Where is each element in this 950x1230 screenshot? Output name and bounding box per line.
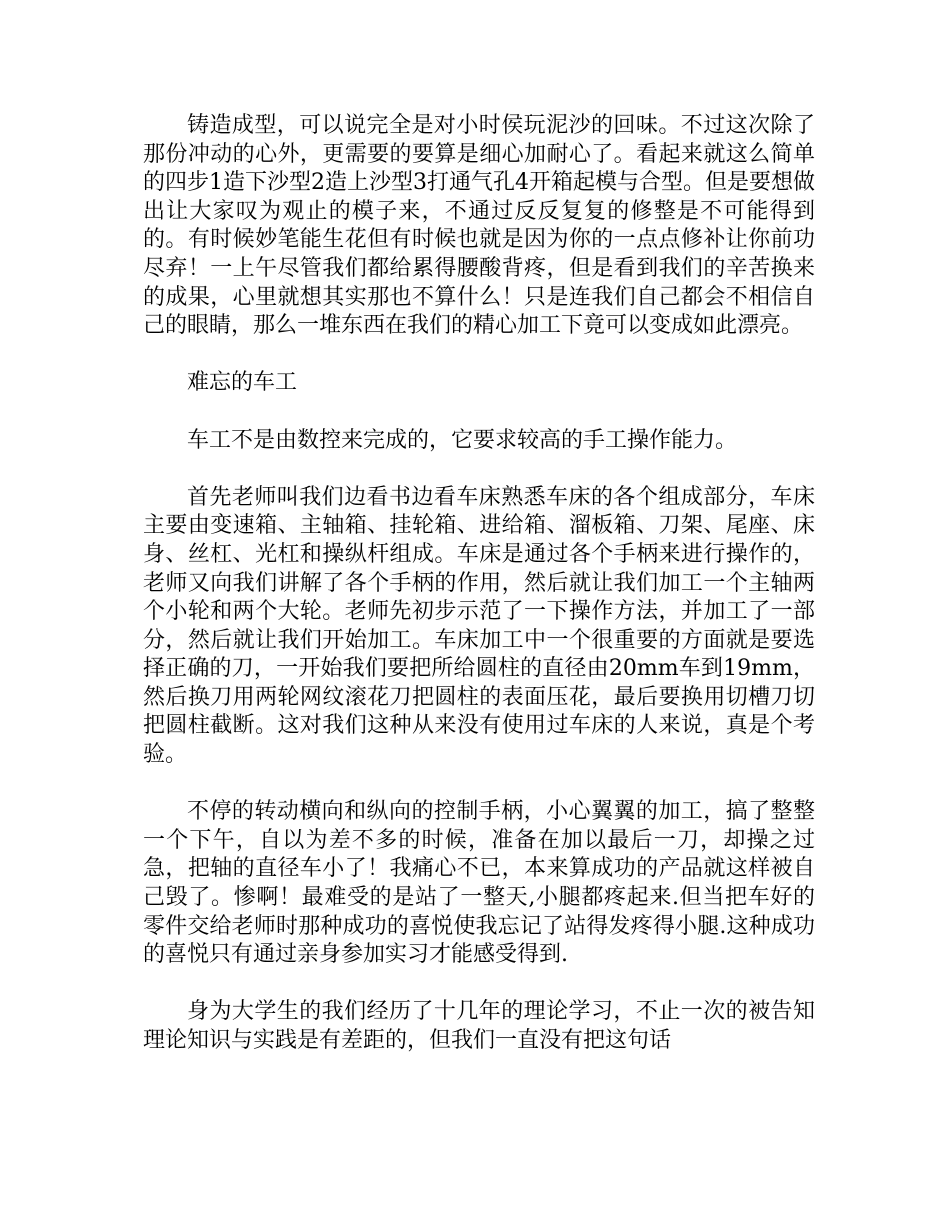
paragraph-lathe-process: 首先老师叫我们边看书边看车床熟悉车床的各个组成部分，车床主要由变速箱、主轴箱、挂轮箱、进给箱、溜板箱、刀架、尾座、床身、丝杠、光杠和操纵杆组成。车床是通过各个手柄来进行操作的，老师又向我们讲解了各个手柄的作用，然后就让我们加工一个主轴两个小轮和两个大轮。老师先初步示范了一下操作方法，并加工了一部分，然后就让我们开始加工。车床加工中一个很重要的方面就是要选择正确的刀，一开始我们要把所给圆柱的直径由20mm车到19mm，然后换刀用两轮网纹滚花刀把圆柱的表面压花，最后要换用切槽刀切把圆柱截断。这对我们这种从来没有使用过车床的人来说，真是个考验。 (143, 484, 815, 768)
paragraph-casting: 铸造成型，可以说完全是对小时侯玩泥沙的回味。不过这次除了那份冲动的心外，更需要的要算是细心加耐心了。看起来就这么简单的四步1造下沙型2造上沙型3打通气孔4开箱起模与合型。但是要想做出让大家叹为观止的模子来，不通过反反复复的修整是不可能得到的。有时候妙笔能生花但有时候也就是因为你的一点点修补让你前功尽弃！一上午尽管我们都给累得腰酸背疼，但是看到我们的辛苦换来的成果，心里就想其实那也不算什么！只是连我们自己都会不相信自己的眼睛，那么一堆东西在我们的精心加工下竟可以变成如此漂亮。 (143, 113, 815, 339)
paragraph-reflection: 身为大学生的我们经历了十几年的理论学习，不止一次的被告知理论知识与实践是有差距的，但我们一直没有把这句话 (143, 999, 815, 1053)
paragraph-lathe-intro: 车工不是由数控来完成的，它要求较高的手工操作能力。 (187, 427, 738, 453)
paragraph-lathe-experience: 不停的转动横向和纵向的控制手柄，小心翼翼的加工，搞了整整一个下午，自以为差不多的时候，准备在加以最后一刀，却操之过急，把轴的直径车小了！我痛心不已，本来算成功的产品就这样被自己毁了。惨啊！最难受的是站了一整天,小腿都疼起来.但当把车好的零件交给老师时那种成功的喜悦使我忘记了站得发疼得小腿.这种成功的喜悦只有通过亲身参加实习才能感受得到. (143, 799, 815, 968)
document-body (143, 112, 815, 1084)
section-heading-lathe: 难忘的车工 (187, 370, 298, 396)
